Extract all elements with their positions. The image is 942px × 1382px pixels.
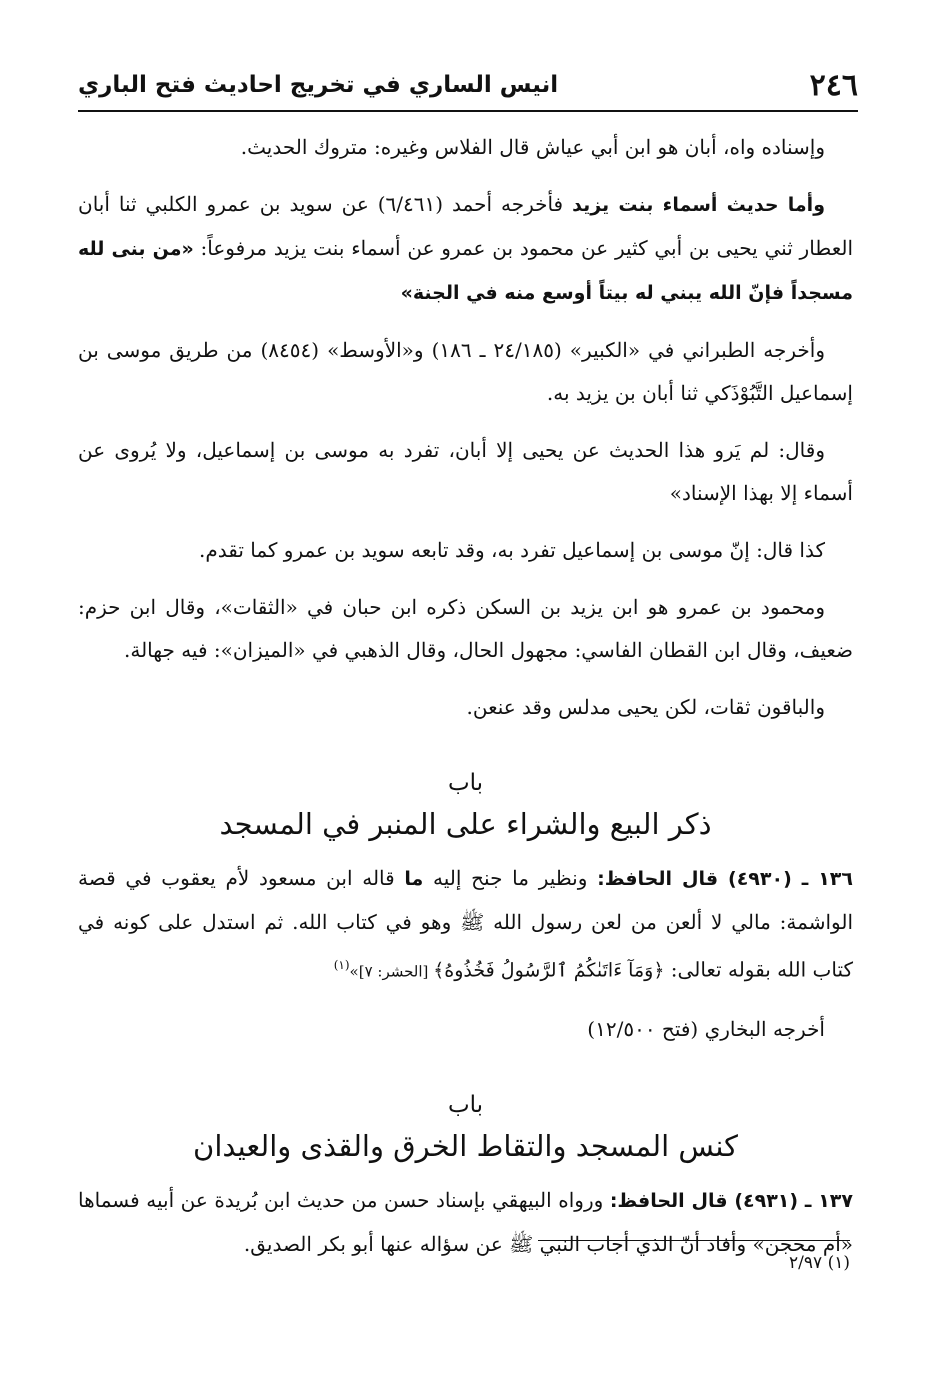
entry-136: ١٣٦ ـ (٤٩٣٠) قال الحافظ: ونظير ما جنح إليه ما قاله ابن مسعود لأم يعقوب في قصة الواشمة: مالي لا ألعن من لعن رسول الله ﷺ وهو في كتاب الله. ثم استدل على كونه في كتاب الله بقوله تعالى: ﴿وَمَآ ءَاتَىٰكُمُ ٱلرَّسُولُ فَخُذُوهُ﴾ [الحشر: ٧]»$^{(١)}$: [78, 866, 853, 982]
paragraph-3: وأخرجه الطبراني في «الكبير» (٢٤/١٨٥ ـ ١٨٦) و«الأوسط» (٨٤٥٤) من طريق موسى بن إسماعيل التَّبُوْذَكي ثنا أبان بن يزيد به.: [78, 338, 853, 405]
paragraph-4: وقال: لم يَرو هذا الحديث عن يحيى إلا أبان، تفرد به موسى بن إسماعيل، ولا يُروى عن أسماء إلا بهذا الإسناد»: [78, 438, 853, 505]
paragraph-2-lead: وأما حديث أسماء بنت يزيد: [572, 194, 825, 216]
footnote: (١) ٢/٩٧: [789, 1253, 850, 1273]
quran-verse: ﴿وَمَآ ءَاتَىٰكُمُ ٱلرَّسُولُ فَخُذُوهُ﴾: [433, 959, 665, 982]
paragraph-7: والباقون ثقات، لكن يحيى مدلس وقد عنعن.: [466, 695, 825, 719]
paragraph-1: وإسناده واه، أبان هو ابن أبي عياش قال الفلاس وغيره: متروك الحديث.: [240, 135, 825, 159]
paragraph-6: ومحمود بن عمرو هو ابن يزيد بن السكن ذكره ابن حبان في «الثقات»، وقال ابن حزم: ضعيف، وقال ابن القطان الفاسي: مجهول الحال، وقال الذهبي في «الميزان»: فيه جهالة.: [78, 595, 853, 662]
entry-136-number: ١٣٦ ـ (٤٩٣٠) قال الحافظ:: [597, 868, 853, 890]
page-body: [78, 126, 853, 1280]
hadith-quote: «من بنى لله مسجداً فإنّ الله يبني له بيتاً أوسع منه في الجنة»: [78, 238, 853, 304]
footnote-marker: (١): [333, 958, 350, 972]
section-1-title: ذكر البيع والشراء على المنبر في المسجد: [219, 807, 712, 841]
paragraph-2: وأما حديث أسماء بنت يزيد فأخرجه أحمد (٦/٤٦١) عن سويد بن عمرو الكلبي ثنا أبان العطار ثني يحيى بن أبي كثير عن محمود بن عمرو عن أسماء بنت يزيد مرفوعاً: «من بنى لله مسجداً فإنّ الله يبني له بيتاً أوسع منه في الجنة»: [78, 192, 854, 304]
page-number: ٢٤٦: [809, 67, 858, 103]
section-2-bab: باب: [447, 1091, 484, 1118]
footnote-rule: [538, 1240, 850, 1241]
page-header: [78, 62, 858, 108]
section-2-title: كنس المسجد والتقاط الخرق والقذى والعيدان: [193, 1128, 738, 1163]
entry-137-number: ١٣٧ ـ (٤٩٣١) قال الحافظ:: [609, 1189, 853, 1212]
header-rule: [78, 110, 858, 112]
entry-137: ١٣٧ ـ (٤٩٣١) قال الحافظ: ورواه البيهقي بإسناد حسن من حديث ابن بُريدة عن أبيه فسماها «أم محجن» وأفاد أنّ الذي أجاب النبي ﷺ عن سؤاله عنها أبو بكر الصديق.: [78, 1187, 853, 1256]
paragraph-5: كذا قال: إنّ موسى بن إسماعيل تفرد به، وقد تابعه سويد بن عمرو كما تقدم.: [198, 538, 825, 562]
verse-reference: [الحشر: ٧]»: [349, 962, 434, 981]
section-1-bab: باب: [447, 770, 484, 796]
running-title: انيس الساري في تخريج احاديث فتح الباري: [78, 72, 559, 98]
entry-136-takhrij: أخرجه البخاري (فتح ١٢/٥٠٠): [587, 1016, 825, 1041]
